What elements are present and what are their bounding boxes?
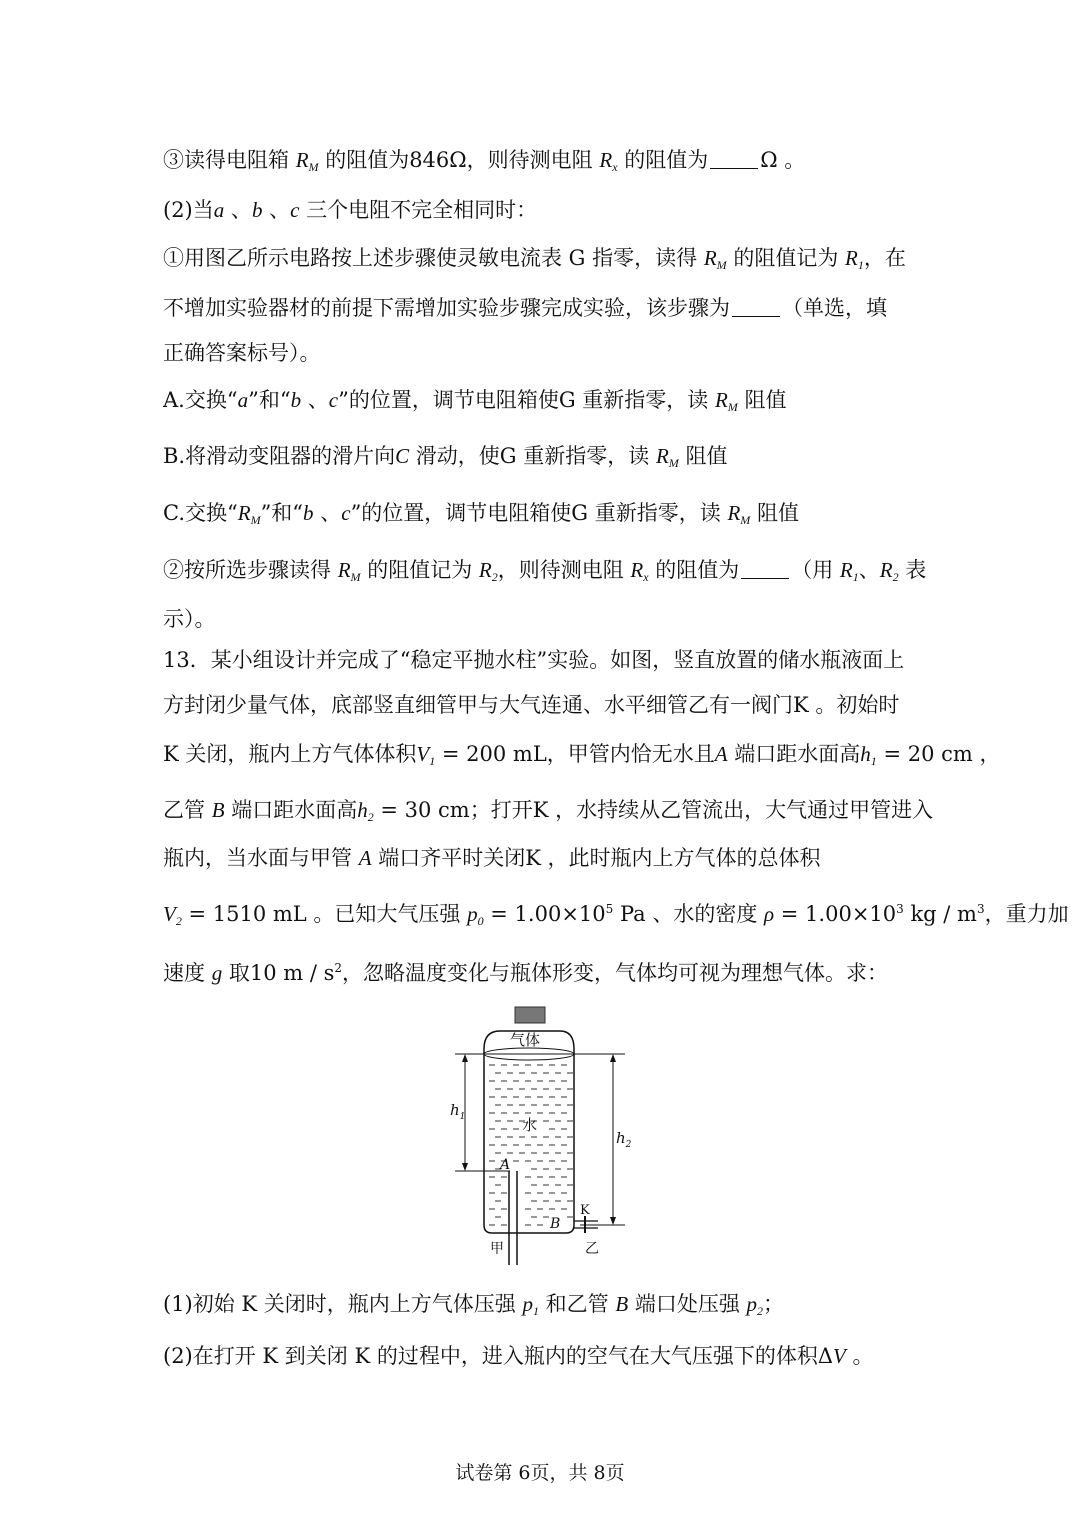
math-symbol: a (237, 388, 249, 412)
superscript: 3 (976, 902, 985, 916)
text-run: Ω 。 (760, 148, 806, 172)
text-run: ②按所选步骤读得 (163, 558, 338, 582)
text-run: K 关闭，瓶内上方气体体积 (163, 742, 417, 766)
math-symbol: $R_2$ (478, 558, 498, 584)
gas-label: 气体 (510, 1031, 541, 1049)
text-run: 取10 m / s (222, 961, 335, 985)
text-run: 瓶内，当水面与甲管 (163, 846, 359, 870)
math-symbol: $V_1$ (416, 742, 436, 768)
text-run: 阻值 (750, 501, 799, 525)
text-line (163, 895, 1069, 935)
math-symbol: a (213, 198, 225, 222)
text-run: 、 (301, 388, 329, 412)
superscript: 5 (605, 902, 614, 916)
tube-yi-label: 乙 (585, 1241, 599, 1257)
svg-text:h1: $h_1$ (450, 1101, 466, 1122)
text-run: 。 (845, 1344, 874, 1368)
text-run: 正确答案标号）。 (163, 341, 321, 365)
math-symbol: C (395, 444, 410, 468)
text-run: 、 (262, 198, 291, 222)
text-run: = 1510 mL 。已知大气压强 (181, 902, 468, 926)
math-symbol: $p_0$ (467, 902, 484, 928)
text-run: C.交换“ (163, 501, 238, 525)
math-symbol: $R_M$ (655, 444, 679, 470)
text-run: = 1.00×10 (483, 902, 606, 926)
text-run: 速度 (163, 961, 212, 985)
math-symbol: $R_x$ (599, 148, 618, 174)
superscript: 3 (896, 902, 904, 916)
text-run: ，在 (863, 246, 906, 270)
text-run: （用 (791, 558, 840, 582)
text-line (163, 339, 321, 367)
page-footer: 试卷第 6页，共 8页 (455, 1462, 625, 1484)
math-symbol: A (714, 742, 728, 766)
text-run: = 30 cm；打开K ，水持续从乙管流出，大气通过甲管进入 (373, 798, 934, 822)
text-line (163, 740, 1000, 775)
text-run: ，重力加 (984, 902, 1069, 926)
math-symbol: $R_M$ (714, 388, 738, 414)
text-line (163, 146, 805, 181)
math-symbol: $R_M$ (703, 246, 727, 272)
text-run: 方封闭少量气体，底部竖直细管甲与大气连通、水平细管乙有一阀门K 。初始时 (163, 693, 900, 717)
math-symbol: $p_1$ (522, 1292, 539, 1318)
text-run: 端口距水面高 (224, 798, 358, 822)
text-run: 乙管 (163, 798, 212, 822)
answer-blank[interactable] (741, 558, 789, 579)
math-symbol: ρ (764, 902, 775, 926)
text-run: 端口距水面高 (727, 742, 861, 766)
water-bottle-diagram (440, 1003, 640, 1268)
text-line (163, 691, 899, 719)
answer-blank[interactable] (732, 296, 780, 317)
text-run: (2)当 (163, 198, 214, 222)
text-run: 示）。 (163, 607, 216, 631)
text-run: 不增加实验器材的前提下需增加实验步骤完成实验，该步骤为 (163, 296, 730, 320)
text-line (163, 196, 537, 224)
text-run: 、 (313, 501, 342, 525)
text-run: ”和“ (248, 388, 291, 412)
text-run: ； (763, 1292, 785, 1316)
math-symbol: $R_2$ (879, 558, 899, 584)
text-run: 三个电阻不完全相同时： (299, 198, 538, 222)
math-symbol: B (615, 1292, 629, 1316)
math-symbol: c (290, 198, 300, 222)
superscript: 2 (334, 961, 343, 975)
text-run: （单选，填 (782, 296, 887, 320)
answer-blank[interactable] (710, 148, 758, 169)
question-13-title (163, 646, 904, 674)
bottle-cap (515, 1007, 545, 1023)
sub-question-2 (163, 1342, 874, 1370)
math-symbol: V (833, 1344, 846, 1368)
text-run: 阻值 (737, 388, 787, 412)
port-a-label: A (500, 1157, 511, 1173)
valve-k-label: K (580, 1203, 590, 1218)
option-c (163, 499, 799, 534)
text-run: 阻值 (678, 444, 728, 468)
text-run: 和乙管 (538, 1292, 616, 1316)
text-line (163, 244, 906, 279)
text-run: kg / m (903, 902, 977, 926)
text-run: ”和“ (260, 501, 304, 525)
sub-question-1 (163, 1290, 784, 1325)
text-run: 、 (858, 558, 880, 582)
math-symbol: b (303, 501, 314, 525)
text-run: = 200 mL，甲管内恰无水且 (435, 742, 715, 766)
text-run: = 1.00×10 (774, 902, 897, 926)
text-run: 的阻值为 (617, 148, 709, 172)
math-symbol: B (211, 798, 225, 822)
port-b-label: B (550, 1216, 561, 1232)
text-run: (2)在打开 K 到关闭 K 的过程中，进入瓶内的空气在大气压强下的体积Δ (163, 1344, 833, 1368)
text-run: ，则待测电阻 (497, 558, 631, 582)
text-run: (1)初始 K 关闭时，瓶内上方气体压强 (163, 1292, 523, 1316)
text-run: = 20 cm ， (876, 742, 1001, 766)
text-line (163, 796, 933, 831)
math-symbol: $R_M$ (337, 558, 361, 584)
text-run: ”的位置，调节电阻箱使G 重新指零，读 (350, 501, 728, 525)
math-symbol: $R_1$ (839, 558, 859, 584)
text-run: 、 (224, 198, 252, 222)
math-symbol: $R_M$ (727, 501, 751, 527)
option-b (163, 442, 727, 477)
text-run: 的阻值为846Ω，则待测电阻 (318, 148, 600, 172)
math-symbol: $p_2$ (746, 1292, 764, 1318)
math-symbol: $h_1$ (860, 742, 877, 768)
text-run: 端口处压强 (628, 1292, 747, 1316)
text-run: 滑动，使G 重新指零，读 (409, 444, 656, 468)
text-run: A.交换“ (163, 388, 238, 412)
bottle-body (484, 1049, 574, 1233)
text-run: 的阻值记为 (360, 558, 479, 582)
text-run: ①用图乙所示电路按上述步骤使灵敏电流表 G 指零，读得 (163, 246, 704, 270)
text-line (163, 954, 888, 987)
text-run: Pa 、水的密度 (613, 902, 765, 926)
tube-jia-label: 甲 (490, 1241, 504, 1257)
math-symbol: $R_M$ (295, 148, 319, 174)
math-symbol: b (290, 388, 302, 412)
math-symbol: c (341, 501, 351, 525)
math-symbol: $R_x$ (630, 558, 649, 584)
text-run: 的阻值记为 (726, 246, 845, 270)
math-symbol: $R_1$ (845, 246, 864, 272)
math-symbol: c (328, 388, 339, 412)
math-symbol: $R_M$ (237, 501, 261, 527)
text-run: B.将滑动变阻器的滑片向 (163, 444, 396, 468)
text-line (163, 556, 926, 591)
math-symbol: b (251, 198, 263, 222)
text-run: 的阻值为 (648, 558, 740, 582)
math-symbol: $V_2$ (163, 902, 182, 928)
text-run: ③读得电阻箱 (163, 148, 296, 172)
text-run: ，忽略温度变化与瓶体形变，气体均可视为理想气体。求： (342, 961, 889, 985)
text-line (163, 605, 216, 633)
text-run: 表 (898, 558, 927, 582)
text-run: 13．某小组设计并完成了“稳定平抛水柱”实验。如图，竖直放置的储水瓶液面上 (163, 648, 905, 672)
text-line (163, 294, 887, 322)
water-hatching (489, 1065, 573, 1225)
water-label: 水 (522, 1116, 538, 1134)
math-symbol: g (211, 961, 223, 985)
math-symbol: A (358, 846, 372, 870)
svg-text:h2: $h_2$ (616, 1129, 632, 1150)
text-run: 端口齐平时关闭K ，此时瓶内上方气体的总体积 (371, 846, 821, 870)
math-symbol: $h_2$ (357, 798, 374, 824)
text-run: ”的位置，调节电阻箱使G 重新指零，读 (338, 388, 715, 412)
option-a (163, 386, 786, 421)
text-line (163, 844, 821, 872)
